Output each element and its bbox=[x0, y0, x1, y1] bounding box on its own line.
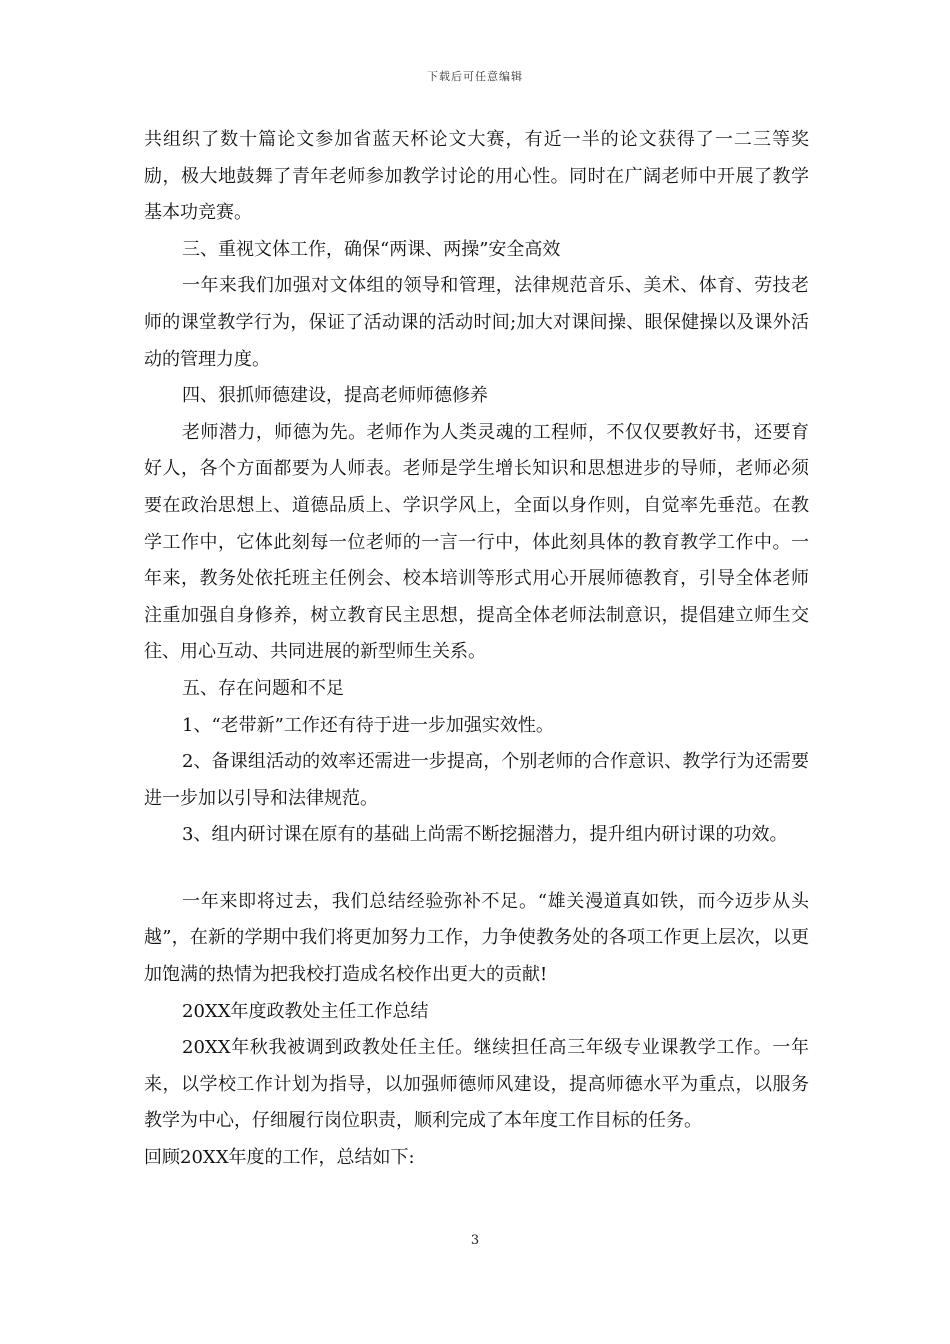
section-heading-problems: 五、存在问题和不足 bbox=[182, 677, 344, 699]
paragraph-review-lead: 回顾20XX年度的工作，总结如下: bbox=[144, 1147, 415, 1169]
section-title-political-summary: 20XX年度政教处主任工作总结 bbox=[182, 1000, 429, 1022]
paragraph-teacher-ethics: 老师潜力，师德为先。老师作为人类灵魂的工程师，不仅仅要教好书，还要育好人，各个方面都要为人师表。老师是学生增长知识和思想进步的导师，老师必须要在政治思想上、道德品质上、学识学风上，全面以身作则，自觉率先垂范。在教学工作中，它体此刻每一位老师的一言一行中，体此刻具体的教育教学工作中。一年来，教务处依托班主任例会、校本培训等形式用心开展师德教育，引导全体老师注重加强自身修养，树立教育民主思想，提高全体老师法制意识，提倡建立师生交往、用心互动、共同进展的新型师生关系。 bbox=[144, 421, 809, 663]
paragraph-gap bbox=[144, 854, 809, 884]
paragraph-sports-management: 一年来我们加强对文体组的领导和管理，法律规范音乐、美术、体育、劳技老师的课堂教学行为，保证了活动课的活动时间;加大对课间操、眼保健操以及课外活动的管理力度。 bbox=[144, 275, 809, 370]
section-heading-sports: 三、重视文体工作，确保“两课、两操”安全高效 bbox=[182, 238, 561, 260]
section-heading-ethics: 四、狠抓师德建设，提高老师师德修养 bbox=[182, 385, 488, 407]
document-body bbox=[144, 122, 809, 1177]
problem-item-2: 2、备课组活动的效率还需进一步提高，个别老师的合作意识、教学行为还需要进一步加以引导和法律规范。 bbox=[144, 751, 809, 809]
paragraph-conclusion: 一年来即将过去，我们总结经验弥补不足。“雄关漫道真如铁，而今迈步从头越”，在新的学期中我们将更加努力工作，力争使教务处的各项工作更上层次，以更加饱满的热情为把我校打造成名校作出更大的贡献! bbox=[144, 890, 809, 986]
paragraph-political-intro: 20XX年秋我被调到政教处任主任。继续担任高三年级专业课教学工作。一年来，以学校工作计划为指导，以加强师德师风建设，提高师德水平为重点，以服务教学为中心，仔细履行岗位职责，顺利完成了本年度工作目标的任务。 bbox=[144, 1037, 809, 1132]
page-header: 下载后可任意编辑 bbox=[427, 70, 523, 83]
paragraph-paper-contest: 共组织了数十篇论文参加省蓝天杯论文大赛，有近一半的论文获得了一二三等奖励，极大地鼓舞了青年老师参加教学讨论的用心性。同时在广阔老师中开展了教学基本功竞赛。 bbox=[144, 129, 809, 224]
page-number: 3 bbox=[470, 1233, 480, 1248]
problem-item-3: 3、组内研讨课在原有的基础上尚需不断挖掘潜力，提升组内研讨课的功效。 bbox=[182, 824, 788, 846]
problem-item-1: 1、“老带新”工作还有待于进一步加强实效性。 bbox=[182, 714, 554, 736]
